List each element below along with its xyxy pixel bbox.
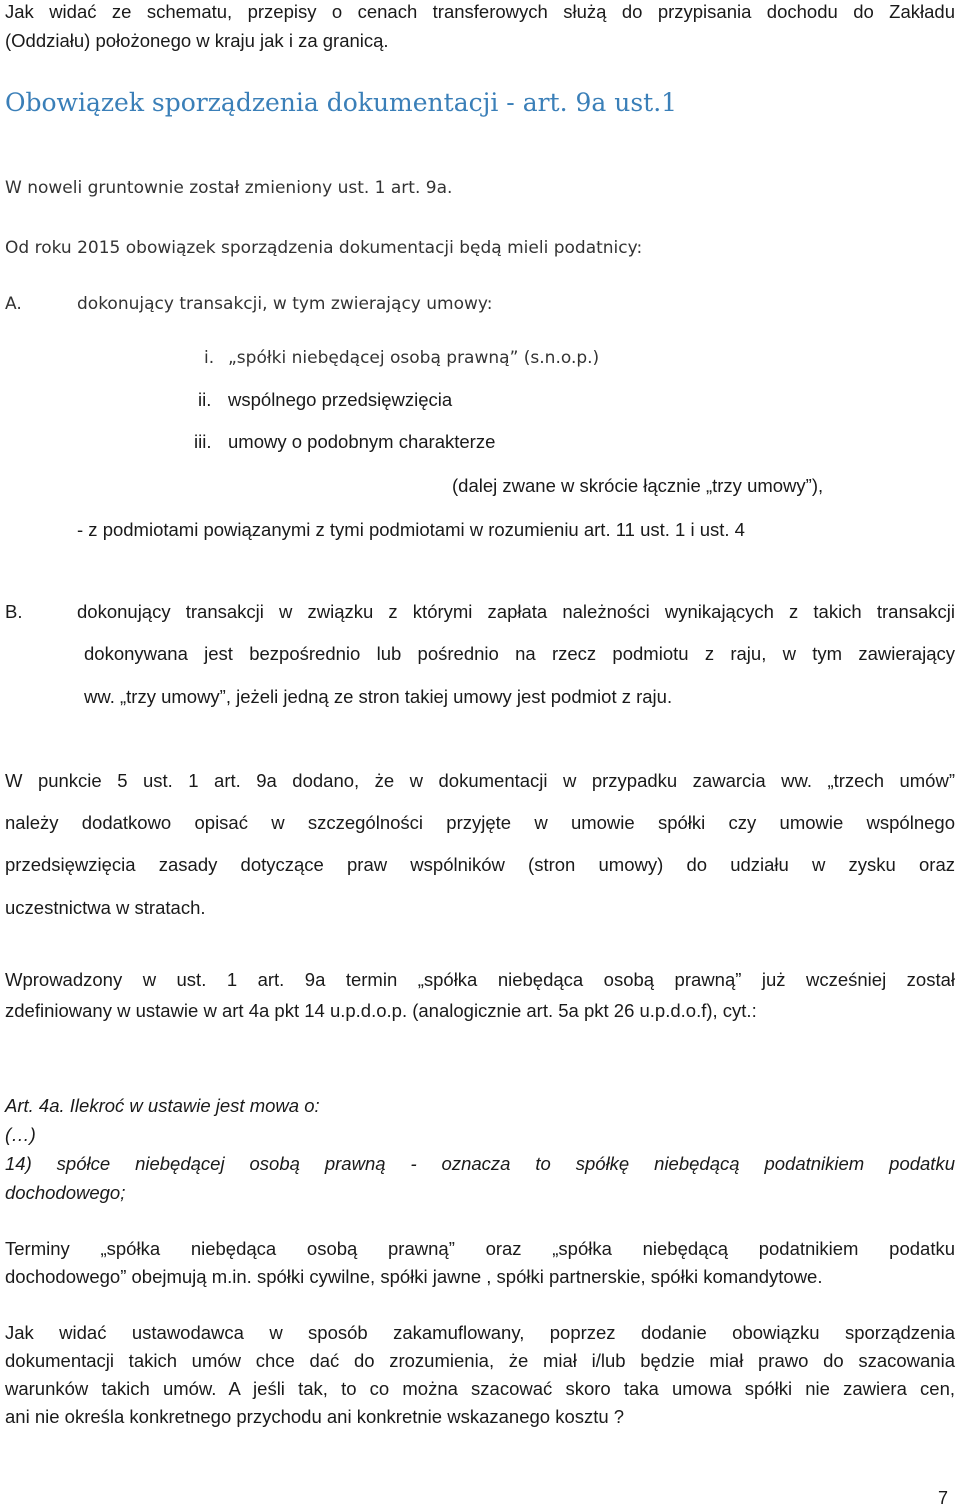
- sub-item-i-text: „spółki niebędącej osobą prawną” (s.n.o.p.): [228, 348, 600, 368]
- section-heading: Obowiązek sporządzenia dokumentacji - art. 9a ust.1: [5, 88, 678, 117]
- sub-item-iii-text: umowy o podobnym charakterze: [228, 431, 496, 452]
- punkt5-line-4: uczestnictwa w stratach.: [5, 897, 206, 918]
- sub-item-ii-text: wspólnego przedsięwzięcia: [228, 389, 453, 410]
- punkt5-line-2: należy dodatkowo opisać w szczególności przyjęte w umowie spółki czy umowie wspólnego: [5, 812, 955, 833]
- ustawodawca-line-3: warunków takich umów. A jeśli tak, to co można szacować skoro taka umowa spółki nie zawiera cen,: [5, 1378, 955, 1399]
- list-a-marker: A.: [5, 294, 22, 314]
- quote-line-2: (…): [5, 1124, 36, 1145]
- quote-line-1: Art. 4a. Ilekroć w ustawie jest mowa o:: [5, 1095, 320, 1116]
- wprowadzony-line-2: zdefiniowany w ustawie w art 4a pkt 14 u.p.d.o.p. (analogicznie art. 5a pkt 26 u.p.d.o.f), cyt.:: [5, 1000, 757, 1021]
- intro-line-2: (Oddziału) położonego w kraju jak i za granicą.: [5, 30, 389, 51]
- ustawodawca-line-1: Jak widać ustawodawca w sposób zakamuflowany, poprzez dodanie obowiązku sporządzenia: [5, 1322, 955, 1343]
- ustawodawca-line-2: dokumentacji takich umów chce dać do zrozumienia, że miał i/lub będzie miał prawo do szacowania: [5, 1350, 955, 1371]
- wprowadzony-line-1: Wprowadzony w ust. 1 art. 9a termin „spółka niebędąca osobą prawną” już wcześniej został: [5, 969, 955, 990]
- noweli-paragraph: W noweli gruntownie został zmieniony ust. 1 art. 9a.: [5, 178, 453, 198]
- quote-line-3: 14) spółce niebędącej osobą prawną - oznacza to spółkę niebędącą podatnikiem podatku: [5, 1153, 955, 1174]
- punkt5-line-3: przedsięwzięcia zasady dotyczące praw wspólników (stron umowy) do udziału w zysku oraz: [5, 854, 955, 875]
- list-b-line-3: ww. „trzy umowy”, jeżeli jedną ze stron takiej umowy jest podmiot z raju.: [84, 686, 673, 707]
- terminy-line-2: dochodowego” obejmują m.in. spółki cywilne, spółki jawne , spółki partnerskie, spółki komandytowe.: [5, 1266, 823, 1287]
- list-b-marker: B.: [5, 601, 23, 622]
- list-b-line-1: dokonujący transakcji w związku z którymi zapłata należności wynikających z takich transakcji: [77, 601, 955, 622]
- list-b-line-2: dokonywana jest bezpośrednio lub pośrednio na rzecz podmiotu z raju, w tym zawierający: [84, 643, 955, 664]
- list-a-text: dokonujący transakcji, w tym zwierający umowy:: [77, 294, 493, 314]
- sub-item-iii-num: iii.: [194, 431, 212, 452]
- dalej-note: (dalej zwane w skrócie łącznie „trzy umowy”),: [452, 475, 824, 496]
- ustawodawca-line-4: ani nie określa konkretnego przychodu ani konkretnie wskazanego kosztu ?: [5, 1406, 625, 1427]
- od-roku-paragraph: Od roku 2015 obowiązek sporządzenia dokumentacji będą mieli podatnicy:: [5, 238, 643, 258]
- page-number: 7: [938, 1488, 949, 1508]
- sub-item-ii-num: ii.: [198, 389, 212, 410]
- quote-line-4: dochodowego;: [5, 1182, 126, 1203]
- terminy-line-1: Terminy „spółka niebędąca osobą prawną” oraz „spółka niebędącą podatnikiem podatku: [5, 1238, 955, 1259]
- punkt5-line-1: W punkcie 5 ust. 1 art. 9a dodano, że w dokumentacji w przypadku zawarcia ww. „trzech umów”: [5, 770, 955, 791]
- podmioty-line: - z podmiotami powiązanymi z tymi podmiotami w rozumieniu art. 11 ust. 1 i ust. 4: [77, 519, 745, 540]
- intro-line-1: Jak widać ze schematu, przepisy o cenach transferowych służą do przypisania dochodu do Zakładu: [5, 1, 955, 22]
- sub-item-i-num: i.: [204, 348, 215, 368]
